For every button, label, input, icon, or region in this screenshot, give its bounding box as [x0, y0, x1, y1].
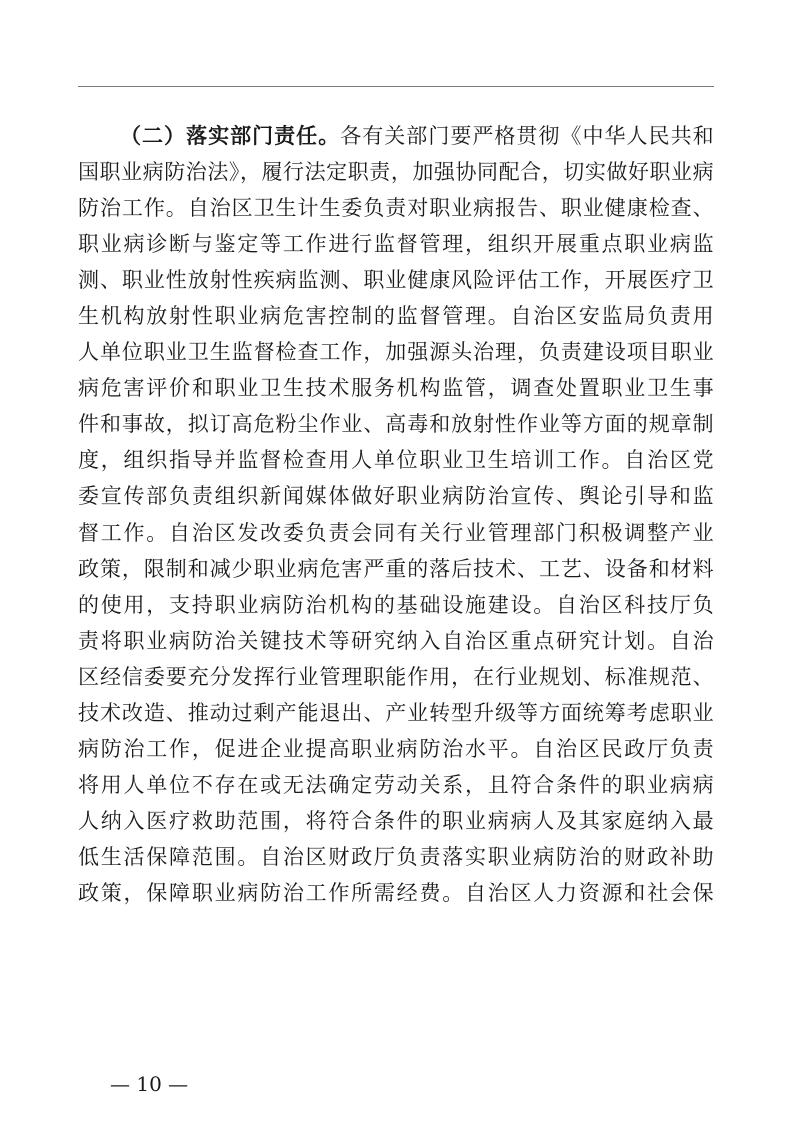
paragraph-line: 政策，保障职业病防治工作所需经费。自治区人力资源和社会保: [78, 880, 714, 905]
paragraph-line: 病防治工作，促进企业提高职业病防治水平。自治区民政厅负责: [78, 736, 714, 761]
paragraph-line: 将用人单位不存在或无法确定劳动关系，且符合条件的职业病病: [78, 772, 714, 797]
page-number: — 10 —: [110, 1072, 189, 1096]
paragraph-line-text: 各有关部门要严格贯彻《中华人民共和: [340, 124, 714, 148]
paragraph-line: 人纳入医疗救助范围，将符合条件的职业病病人及其家庭纳入最: [78, 808, 714, 833]
body-paragraph: [78, 118, 714, 911]
section-heading: （二）落实部门责任。: [120, 123, 341, 148]
paragraph-line: 责将职业病防治关键技术等研究纳入自治区重点研究计划。自治: [78, 628, 714, 653]
paragraph-line: 技术改造、推动过剩产能退出、产业转型升级等方面统筹考虑职业: [78, 700, 714, 725]
paragraph-line: 委宣传部负责组织新闻媒体做好职业病防治宣传、舆论引导和监: [78, 484, 714, 509]
paragraph-line: 政策，限制和减少职业病危害严重的落后技术、工艺、设备和材料: [78, 556, 714, 581]
paragraph-line: 生机构放射性职业病危害控制的监督管理。自治区安监局负责用: [78, 304, 714, 329]
paragraph-line: 区经信委要充分发挥行业管理职能作用，在行业规划、标准规范、: [78, 664, 714, 689]
paragraph-line: 件和事故，拟订高危粉尘作业、高毒和放射性作业等方面的规章制: [78, 412, 714, 437]
paragraph-line: 度，组织指导并监督检查用人单位职业卫生培训工作。自治区党: [78, 448, 714, 473]
paragraph-line: 督工作。自治区发改委负责会同有关行业管理部门积极调整产业: [78, 520, 714, 545]
paragraph-line: 的使用，支持职业病防治机构的基础设施建设。自治区科技厅负: [78, 592, 714, 617]
paragraph-line: 职业病诊断与鉴定等工作进行监督管理，组织开展重点职业病监: [78, 232, 714, 257]
paragraph-line: 人单位职业卫生监督检查工作，加强源头治理，负责建设项目职业: [78, 340, 714, 365]
paragraph-line: [78, 118, 714, 154]
paragraph-line: 防治工作。自治区卫生计生委负责对职业病报告、职业健康检查、: [78, 196, 714, 221]
header-rule: [78, 86, 714, 87]
paragraph-line: 测、职业性放射性疾病监测、职业健康风险评估工作，开展医疗卫: [78, 268, 714, 293]
paragraph-line: 低生活保障范围。自治区财政厅负责落实职业病防治的财政补助: [78, 844, 714, 869]
paragraph-line: 病危害评价和职业卫生技术服务机构监管，调查处置职业卫生事: [78, 376, 714, 401]
paragraph-line: 国职业病防治法》，履行法定职责，加强协同配合，切实做好职业病: [78, 160, 714, 185]
